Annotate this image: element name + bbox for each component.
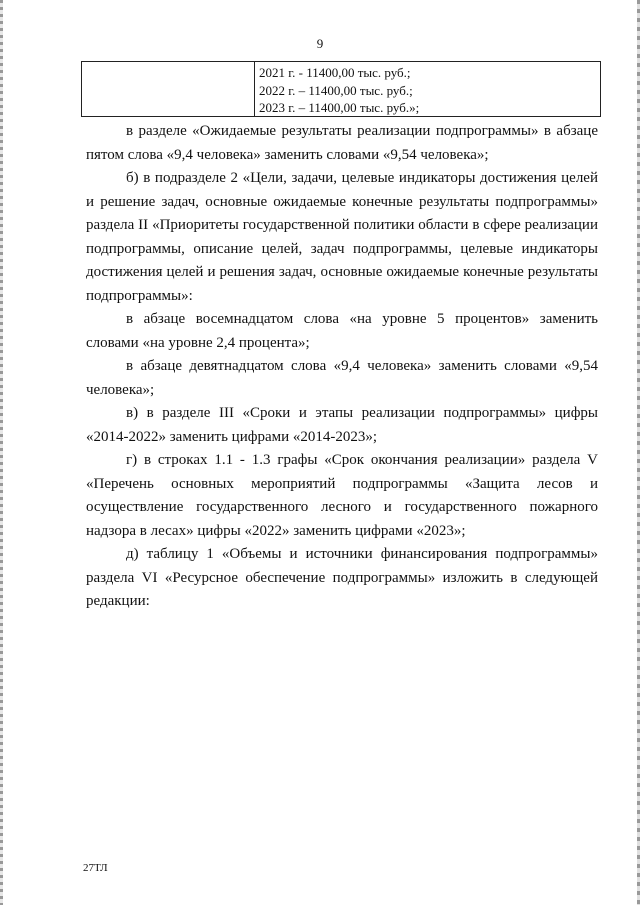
paragraph-abzac-18: в абзаце восемнадцатом слова «на уровне 5 процентов» заменить словами «на уровне 2,4 процента»; bbox=[86, 311, 598, 351]
paragraph-expected-results: в разделе «Ожидаемые результаты реализации подпрограммы» в абзаце пятом слова «9,4 человека» заменить словами «9,54 человека»; bbox=[86, 123, 598, 163]
paragraph-section-5: г) в строках 1.1 - 1.3 графы «Срок окончания реализации» раздела V «Перечень основных мероприятий подпрограммы «Защита лесов и осуществление государственного лесного и государственного пожарного надзора в лесах» цифры «2022» заменить цифрами «2023»; bbox=[86, 452, 598, 539]
paragraph-abzac-19: в абзаце девятнадцатом слова «9,4 человека» заменить словами «9,54 человека»; bbox=[86, 358, 598, 398]
table-cell-empty bbox=[82, 62, 255, 116]
paragraph-table-1: д) таблицу 1 «Объемы и источники финансирования подпрограммы» раздела VI «Ресурсное обеспечение подпрограммы» изложить в следующей редакции: bbox=[86, 546, 598, 609]
document-body bbox=[86, 120, 598, 614]
scan-edge-left bbox=[0, 0, 3, 905]
footer-code: 27ТЛ bbox=[83, 862, 108, 874]
table-row-2022: 2022 г. – 11400,00 тыс. руб.; bbox=[259, 82, 413, 98]
table-row-2023: 2023 г. – 11400,00 тыс. руб.»; bbox=[259, 100, 420, 115]
page-number: 9 bbox=[316, 36, 324, 51]
funding-table-fragment bbox=[81, 61, 601, 117]
table-row-2021: 2021 г. - 11400,00 тыс. руб.; bbox=[259, 65, 411, 80]
paragraph-subsection-2: б) в подразделе 2 «Цели, задачи, целевые индикаторы достижения целей и решение задач, основные ожидаемые конечные результаты подпрограммы» раздела II «Приоритеты государственной политики области в сфере реализации подпрограммы, описание целей, задач подпрограммы, целевые индикаторы достижения целей и решения задач, основные ожидаемые конечные результаты подпрограммы»: bbox=[86, 170, 598, 304]
paragraph-section-3: в) в разделе III «Сроки и этапы реализации подпрограммы» цифры «2014-2022» заменить цифрами «2014-2023»; bbox=[86, 405, 598, 445]
table-cell-funding bbox=[255, 62, 600, 116]
